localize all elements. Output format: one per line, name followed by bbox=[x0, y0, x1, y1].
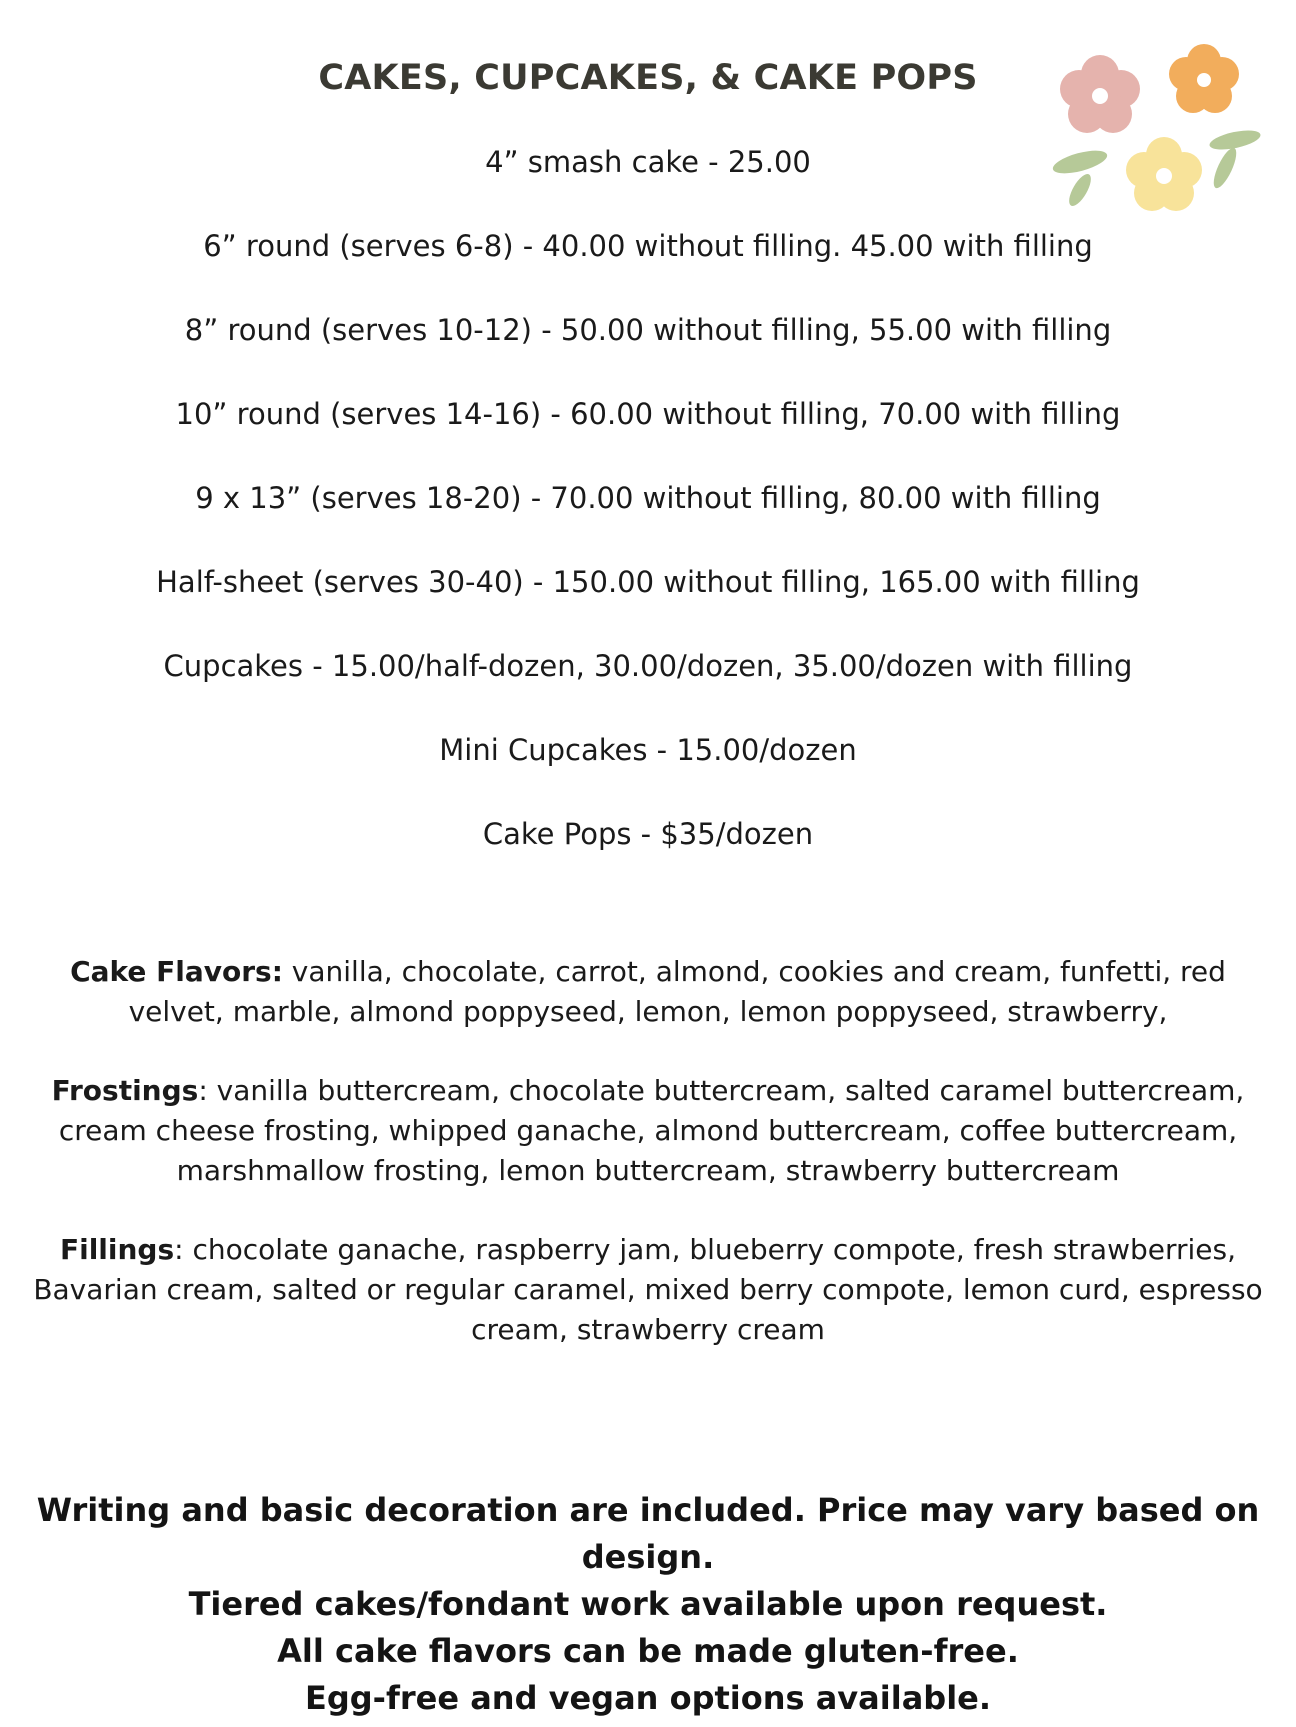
note-tiered-cakes: Tiered cakes/fondant work available upon request. bbox=[188, 1585, 1108, 1623]
options-section bbox=[30, 952, 1266, 1389]
price-item-mini-cupcakes: Mini Cupcakes - 15.00/dozen bbox=[439, 733, 857, 767]
frostings-text: : vanilla buttercream, chocolate buttercream, salted caramel buttercream, cream cheese frosting, whipped ganache, almond buttercream, coffee buttercream, marshmallow frosting, lemon buttercream, strawberry buttercream bbox=[58, 1074, 1245, 1187]
price-item-half-sheet: Half-sheet (serves 30-40) - 150.00 without filling, 165.00 with filling bbox=[156, 565, 1140, 599]
fillings-label: Fillings bbox=[59, 1233, 175, 1266]
note-egg-free-vegan: Egg-free and vegan options available. bbox=[304, 1679, 992, 1717]
price-item-9x13: 9 x 13” (serves 18-20) - 70.00 without filling, 80.00 with filling bbox=[195, 481, 1101, 515]
price-item-10-round: 10” round (serves 14-16) - 60.00 without filling, 70.00 with filling bbox=[175, 397, 1121, 431]
price-item-cake-pops: Cake Pops - $35/dozen bbox=[482, 817, 814, 851]
price-item-6-round: 6” round (serves 6-8) - 40.00 without filling. 45.00 with filling bbox=[203, 229, 1093, 263]
price-item-8-round: 8” round (serves 10-12) - 50.00 without filling, 55.00 with filling bbox=[184, 313, 1112, 347]
fillings-text: : chocolate ganache, raspberry jam, blueberry compote, fresh strawberries, Bavarian cream, salted or regular caramel, mixed berry compote, lemon curd, espresso cream, strawberry cream bbox=[33, 1233, 1263, 1346]
cake-flavors-text: vanilla, chocolate, carrot, almond, cookies and cream, funfetti, red velvet, marble, almond poppyseed, lemon, lemon poppyseed, strawberry, bbox=[128, 955, 1226, 1028]
cake-flavors-label: Cake Flavors: bbox=[70, 955, 283, 988]
price-item-smash-cake: 4” smash cake - 25.00 bbox=[485, 145, 811, 179]
frostings-label: Frostings bbox=[51, 1074, 199, 1107]
note-writing-decoration: Writing and basic decoration are included. Price may vary based on design. bbox=[36, 1491, 1260, 1576]
frostings bbox=[30, 1071, 1266, 1191]
cake-flavors bbox=[30, 952, 1266, 1032]
price-item-cupcakes: Cupcakes - 15.00/half-dozen, 30.00/dozen, 35.00/dozen with filling bbox=[163, 649, 1133, 683]
fillings bbox=[30, 1230, 1266, 1350]
page-title: CAKES, CUPCAKES, & CAKE POPS bbox=[318, 58, 978, 98]
price-list bbox=[0, 142, 1296, 898]
orange-flower-icon bbox=[1169, 44, 1239, 113]
note-gluten-free: All cake flavors can be made gluten-free. bbox=[277, 1632, 1019, 1670]
pink-flower-icon bbox=[1060, 55, 1140, 133]
notes-section bbox=[0, 1487, 1296, 1722]
